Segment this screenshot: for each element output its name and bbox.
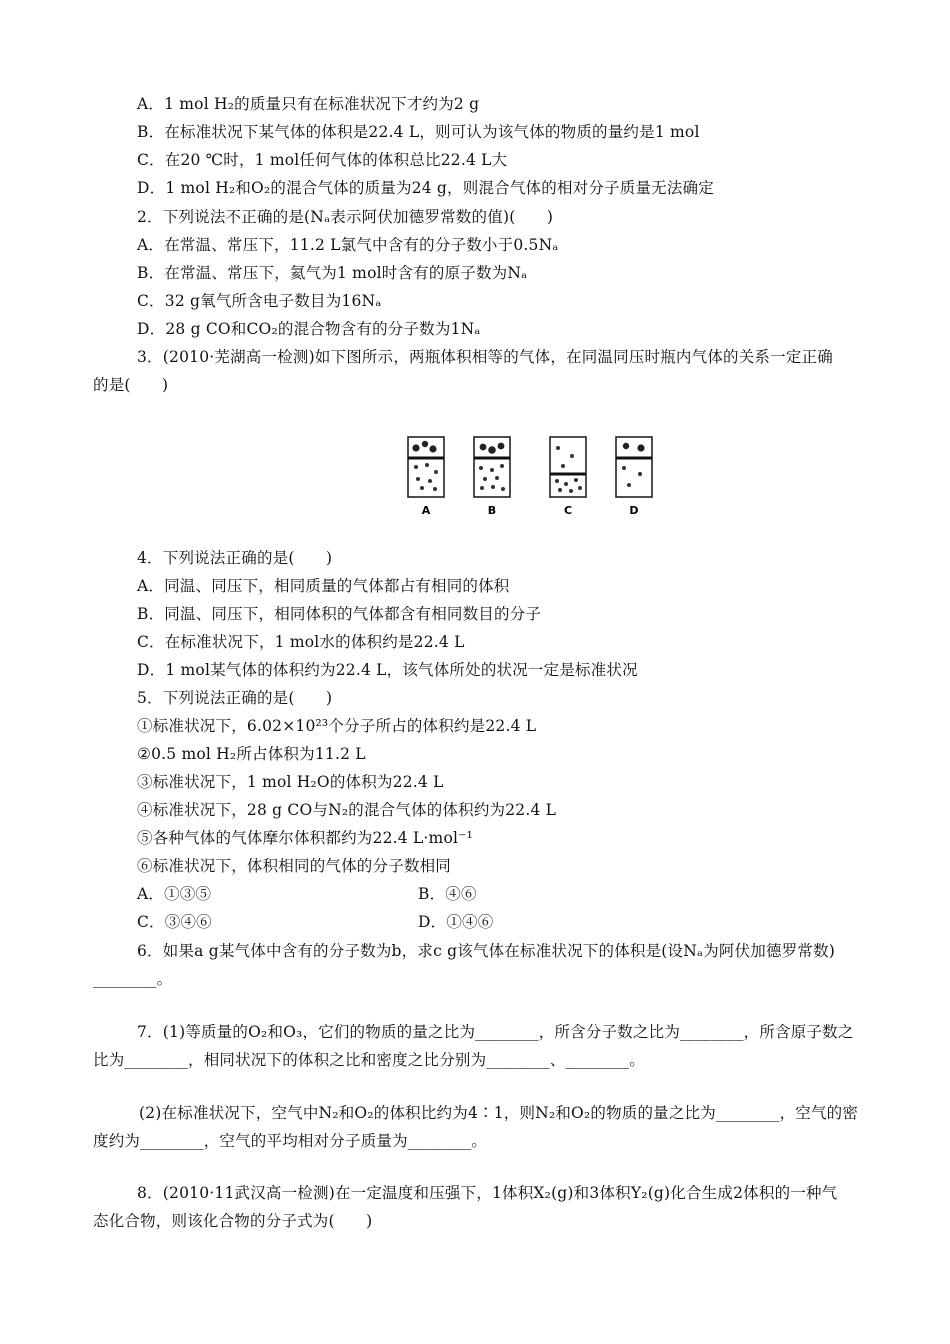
q5-statement-1: ①标准状况下，6.02×10²³个分子所占的体积约是22.4 L: [137, 717, 537, 735]
q5-statement-2: ②0.5 mol H₂所占体积为11.2 L: [137, 745, 366, 763]
q5-option-b: B．④⑥: [418, 885, 477, 903]
bottle-label-d: D: [629, 504, 639, 517]
bottle-a: [408, 437, 444, 497]
q8-line2: 态化合物，则该化合物的分子式为( ): [93, 1212, 373, 1230]
q4-option-c: C．在标准状况下，1 mol水的体积约是22.4 L: [137, 633, 465, 651]
q2-option-d: D．28 g CO和CO₂的混合物含有的分子数为1Nₐ: [137, 320, 481, 338]
q1-option-c: C．在20 ℃时，1 mol任何气体的体积总比22.4 L大: [137, 151, 508, 169]
q1-option-b: B．在标准状况下某气体的体积是22.4 L，则可认为该气体的物质的量约是1 mol: [137, 123, 700, 141]
q7-part1-line2: 比为________，相同状况下的体积之比和密度之比分别为________、________。: [93, 1051, 645, 1069]
q5-statement-4: ④标准状况下，28 g CO与N₂的混合气体的体积约为22.4 L: [137, 801, 557, 819]
bottle-label-a: A: [421, 504, 431, 517]
q5-stem: 5．下列说法正确的是( ): [137, 689, 333, 707]
q5-option-a: A．①③⑤: [137, 885, 212, 903]
q6-line2: ________。: [93, 970, 173, 988]
q5-option-d: D．①④⑥: [418, 913, 494, 931]
q7-part2-line1: (2)在标准状况下，空气中N₂和O₂的体积比约为4∶1，则N₂和O₂的物质的量之比为________，空气的密: [139, 1104, 859, 1122]
q7-part2-line2: 度约为________，空气的平均相对分子质量为________。: [93, 1132, 488, 1150]
gas-bottles-figure: [400, 434, 655, 518]
bottle-d: [616, 437, 652, 497]
q3-stem-line1: 3．(2010·芜湖高一检测)如下图所示，两瓶体积相等的气体，在同温同压时瓶内气体的关系一定正确: [137, 348, 833, 366]
bottle-label-c: C: [563, 504, 573, 517]
q2-stem: 2．下列说法不正确的是(Nₐ表示阿伏加德罗常数的值)( ): [137, 208, 554, 226]
q6-line1: 6．如果a g某气体中含有的分子数为b，求c g该气体在标准状况下的体积是(设Nₐ为阿伏加德罗常数): [137, 942, 836, 960]
q5-option-c: C．③④⑥: [137, 913, 212, 931]
q5-statement-3: ③标准状况下，1 mol H₂O的体积为22.4 L: [137, 773, 444, 791]
q3-stem-line2: 的是( ): [93, 376, 169, 394]
q2-option-c: C．32 g氧气所含电子数目为16Nₐ: [137, 292, 382, 310]
bottle-label-b: B: [487, 504, 497, 517]
q1-option-d: D．1 mol H₂和O₂的混合气体的质量为24 g，则混合气体的相对分子质量无法确定: [137, 179, 714, 197]
q8-line1: 8．(2010·11武汉高一检测)在一定温度和压强下，1体积X₂(g)和3体积Y₂(g)化合生成2体积的一种气: [137, 1184, 838, 1202]
q5-statement-5: ⑤各种气体的气体摩尔体积都约为22.4 L·mol⁻¹: [137, 829, 473, 847]
q2-option-b: B．在常温、常压下，氦气为1 mol时含有的原子数为Nₐ: [137, 264, 528, 282]
q4-option-b: B．同温、同压下，相同体积的气体都含有相同数目的分子: [137, 605, 542, 623]
q2-option-a: A．在常温、常压下，11.2 L氯气中含有的分子数小于0.5Nₐ: [137, 236, 559, 254]
q1-option-a: A．1 mol H₂的质量只有在标准状况下才约为2 g: [137, 95, 480, 113]
q4-option-d: D．1 mol某气体的体积约为22.4 L，该气体所处的状况一定是标准状况: [137, 661, 638, 679]
q5-statement-6: ⑥标准状况下，体积相同的气体的分子数相同: [137, 857, 452, 875]
q7-part1-line1: 7．(1)等质量的O₂和O₃，它们的物质的量之比为________，所含分子数之比为________，所含原子数之: [137, 1023, 854, 1041]
q4-stem: 4．下列说法正确的是( ): [137, 549, 333, 567]
bottle-b: [474, 437, 510, 497]
bottle-c: [550, 437, 586, 497]
q4-option-a: A．同温、同压下，相同质量的气体都占有相同的体积: [137, 577, 510, 595]
